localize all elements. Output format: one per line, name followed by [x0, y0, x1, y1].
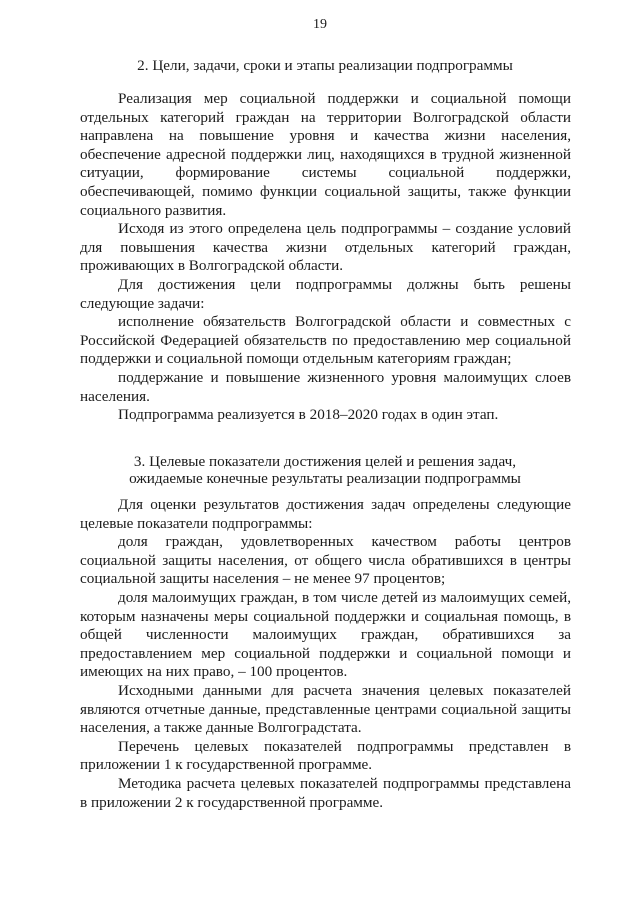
paragraph: поддержание и повышение жизненного уровня малоимущих слоев населения.: [80, 368, 571, 405]
paragraph: Подпрограмма реализуется в 2018–2020 годах в один этап.: [118, 406, 499, 424]
section-3-heading-line-1: 3. Целевые показатели достижения целей и решения задач,: [133, 453, 517, 470]
paragraph: Реализация мер социальной поддержки и социальной помощи отдельных категорий граждан на территории Волгоградской области направлена на повышение уровня и качества жизни населения, обеспечение адресной поддержки лиц, находящихся в трудной жизненной ситуации, формирование системы социальной поддержки, обеспечивающей, помимо функции социальной защиты, также функции социального развития.: [80, 90, 571, 219]
section-3-heading-line-2: ожидаемые конечные результаты реализации подпрограммы: [129, 470, 521, 487]
paragraph: Для оценки результатов достижения задач определены следующие целевые показатели подпрограммы:: [80, 496, 571, 532]
section-3-heading: [80, 453, 570, 487]
paragraph: Перечень целевых показателей подпрограммы представлен в приложении 1 к государственной программе.: [80, 737, 571, 774]
paragraph: Исходя из этого определена цель подпрограммы – создание условий для повышения качества жизни отдельных категорий граждан, проживающих в Волгоградской области.: [80, 220, 571, 275]
paragraph: доля малоимущих граждан, в том числе детей из малоимущих семей, которым назначены меры социальной поддержки и социальная помощь, в общей численности малоимущих граждан, обратившихся за предоставлением мер социальной поддержки и социальной помощи и имеющих на них право, – 100 процентов.: [80, 588, 571, 681]
paragraph: Для достижения цели подпрограммы должны быть решены следующие задачи:: [80, 275, 571, 312]
section-2-heading: 2. Цели, задачи, сроки и этапы реализации подпрограммы: [137, 57, 513, 74]
paragraph: Методика расчета целевых показателей подпрограммы представлена в приложении 2 к государственной программе.: [80, 774, 571, 811]
paragraph: доля граждан, удовлетворенных качеством работы центров социальной защиты населения, от общего числа обратившихся в центры социальной защиты населения – не менее 97 процентов;: [80, 533, 571, 588]
section-3-body: [80, 496, 571, 812]
page-number: 19: [313, 17, 327, 32]
section-2-body: [80, 90, 571, 425]
paragraph: Исходными данными для расчета значения целевых показателей являются отчетные данные, представленные центрами социальной защиты населения, а также данные Волгоградстата.: [80, 681, 571, 737]
paragraph: исполнение обязательств Волгоградской области и совместных с Российской Федерацией обязательств по предоставлению мер социальной поддержки и социальной помощи отдельным категориям граждан;: [80, 313, 571, 368]
